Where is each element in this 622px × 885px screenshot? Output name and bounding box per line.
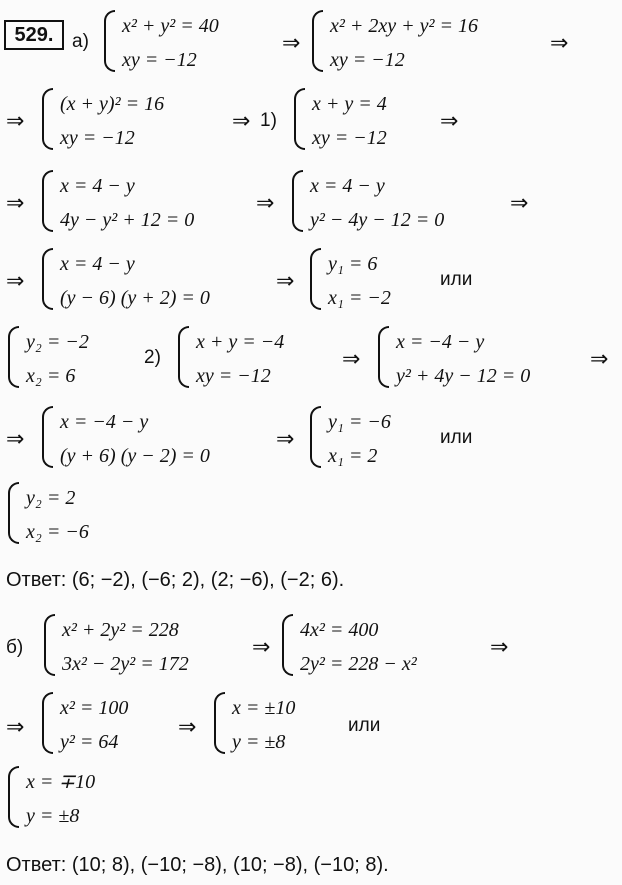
implies-arrow: ⇒ xyxy=(282,30,301,55)
brace xyxy=(294,88,305,150)
implies-arrow: ⇒ xyxy=(550,30,569,55)
equation: 4x² = 400 xyxy=(300,619,379,641)
brace xyxy=(8,326,19,388)
case-2-label: 2) xyxy=(144,347,161,368)
system-b1-1 xyxy=(44,614,244,676)
equation: x = −4 − y xyxy=(396,331,485,353)
equation: x = ∓10 xyxy=(26,771,96,793)
equation: y₂ = 2 xyxy=(26,487,76,509)
equation: 2y² = 228 − x² xyxy=(300,653,417,675)
equation: x = ±10 xyxy=(232,697,296,719)
implies-arrow: ⇒ xyxy=(590,346,609,371)
implies-arrow: ⇒ xyxy=(440,108,459,133)
system-a5-1 xyxy=(8,326,118,388)
part-b-label: б) xyxy=(6,637,24,658)
implies-arrow: ⇒ xyxy=(256,190,275,215)
implies-arrow: ⇒ xyxy=(276,268,295,293)
or-word: или xyxy=(440,269,473,290)
system-b2-2 xyxy=(214,692,334,754)
equation: xy = −12 xyxy=(196,365,271,387)
equation: x = 4 − y xyxy=(60,175,135,197)
system-a3-2 xyxy=(292,170,492,232)
equation: 3x² − 2y² = 172 xyxy=(62,653,189,675)
answer-b: Ответ: (10; 8), (−10; −8), (10; −8), (−10; 8). xyxy=(6,854,389,876)
implies-arrow: ⇒ xyxy=(232,108,251,133)
equation: x² + y² = 40 xyxy=(122,15,219,37)
problem-number: 529. xyxy=(4,20,64,50)
equation: x² + 2xy + y² = 16 xyxy=(330,15,478,37)
or-word: или xyxy=(440,427,473,448)
equation: y² + 4y − 12 = 0 xyxy=(396,365,531,387)
brace xyxy=(292,170,303,232)
brace xyxy=(378,326,389,388)
part-a-label: а) xyxy=(72,31,89,52)
system-a1-2 xyxy=(312,10,542,72)
brace xyxy=(214,692,225,754)
implies-arrow: ⇒ xyxy=(6,426,25,451)
system-a4-1 xyxy=(42,248,262,310)
equation: y₁ = −6 xyxy=(328,411,391,433)
implies-arrow: ⇒ xyxy=(6,190,25,215)
system-a6-1 xyxy=(42,406,262,468)
equation: x = 4 − y xyxy=(60,253,135,275)
equation: y² = 64 xyxy=(60,731,119,753)
equation: y = ±8 xyxy=(232,731,286,753)
system-a7-1 xyxy=(8,482,118,544)
equation: x₂ = −6 xyxy=(26,521,89,543)
or-word: или xyxy=(348,715,381,736)
equation: y² − 4y − 12 = 0 xyxy=(310,209,445,231)
equation: y₁ = 6 xyxy=(328,253,378,275)
brace xyxy=(310,406,321,468)
equation: (y − 6) (y + 2) = 0 xyxy=(60,287,210,309)
brace xyxy=(312,10,323,72)
implies-arrow: ⇒ xyxy=(6,714,25,739)
equation: 4y − y² + 12 = 0 xyxy=(60,209,195,231)
brace xyxy=(8,766,19,828)
system-a1-1 xyxy=(104,10,274,72)
brace xyxy=(310,248,321,310)
equation: xy = −12 xyxy=(330,49,405,71)
brace xyxy=(104,10,115,72)
equation: (y + 6) (y − 2) = 0 xyxy=(60,445,210,467)
implies-arrow: ⇒ xyxy=(342,346,361,371)
system-a2-2 xyxy=(294,88,434,150)
brace xyxy=(42,88,53,150)
brace xyxy=(42,248,53,310)
implies-arrow: ⇒ xyxy=(6,268,25,293)
equation: x + y = −4 xyxy=(196,331,285,353)
equation: (x + y)² = 16 xyxy=(60,93,165,115)
brace xyxy=(8,482,19,544)
equation: xy = −12 xyxy=(122,49,197,71)
equation: x² + 2y² = 228 xyxy=(62,619,179,641)
brace xyxy=(42,170,53,232)
implies-arrow: ⇒ xyxy=(510,190,529,215)
implies-arrow: ⇒ xyxy=(178,714,197,739)
implies-arrow: ⇒ xyxy=(276,426,295,451)
implies-arrow: ⇒ xyxy=(252,634,271,659)
implies-arrow: ⇒ xyxy=(490,634,509,659)
equation: y = ±8 xyxy=(26,805,80,827)
equation: xy = −12 xyxy=(312,127,387,149)
system-a3-1 xyxy=(42,170,242,232)
brace xyxy=(42,692,53,754)
equation: y₂ = −2 xyxy=(26,331,89,353)
equation: x² = 100 xyxy=(60,697,129,719)
system-a5-2 xyxy=(178,326,328,388)
system-a6-2 xyxy=(310,406,430,468)
brace xyxy=(44,614,55,676)
equation: x₁ = 2 xyxy=(328,445,378,467)
equation: x + y = 4 xyxy=(312,93,387,115)
system-b3-1 xyxy=(8,766,138,828)
system-a5-3 xyxy=(378,326,578,388)
system-a2-1 xyxy=(42,88,222,150)
equation: x₁ = −2 xyxy=(328,287,391,309)
system-a4-2 xyxy=(310,248,430,310)
brace xyxy=(42,406,53,468)
equation: xy = −12 xyxy=(60,127,135,149)
system-b2-1 xyxy=(42,692,172,754)
answer-a: Ответ: (6; −2), (−6; 2), (2; −6), (−2; 6). xyxy=(6,569,345,591)
brace xyxy=(178,326,189,388)
equation: x = −4 − y xyxy=(60,411,149,433)
equation: x₂ = 6 xyxy=(26,365,76,387)
case-1-label: 1) xyxy=(260,110,277,131)
implies-arrow: ⇒ xyxy=(6,108,25,133)
system-b1-2 xyxy=(282,614,482,676)
brace xyxy=(282,614,293,676)
equation: x = 4 − y xyxy=(310,175,385,197)
